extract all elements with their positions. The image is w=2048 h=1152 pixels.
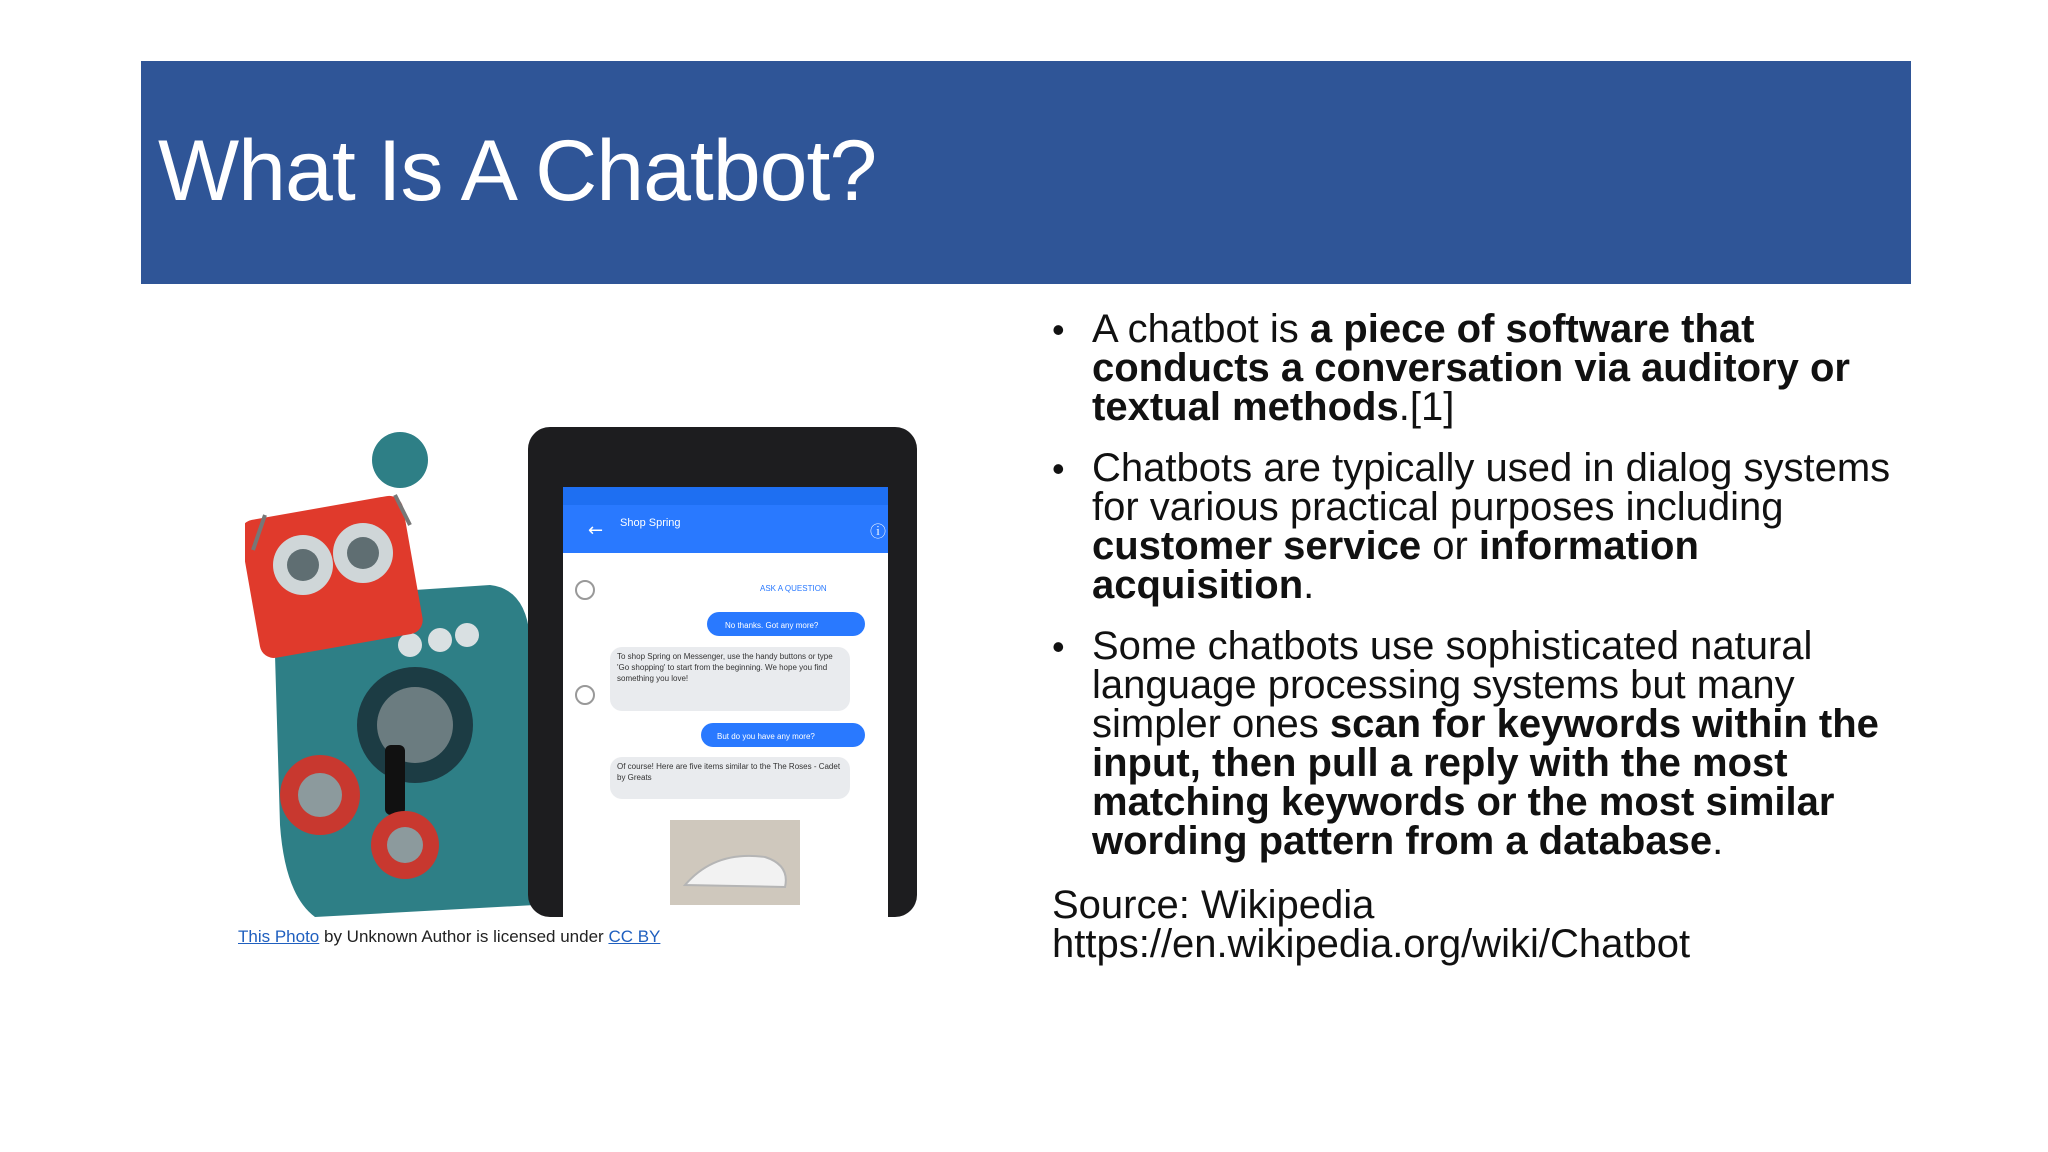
message-incoming-body	[617, 761, 845, 797]
info-icon: ⓘ	[870, 522, 887, 541]
bullet-text: .	[1712, 819, 1724, 863]
bullet-text: or	[1421, 524, 1479, 568]
bullet-text: .[1]	[1398, 385, 1455, 429]
photo-credit	[238, 927, 660, 947]
robot-rivet	[455, 623, 479, 647]
message-outgoing-text: But do you have any more?	[717, 732, 815, 741]
message-incoming-text: To shop Spring on Messenger, use the handy buttons or type 'Go shopping' to start from the beginning. We hope you find something you love!	[617, 652, 833, 683]
source-url: https://en.wikipedia.org/wiki/Chatbot	[1052, 922, 1691, 966]
message-incoming-text: Of course! Here are five items similar to the The Roses - Cadet by Greats	[617, 762, 841, 782]
bullet-dot-icon: •	[1052, 309, 1065, 350]
slide-title: What Is A Chatbot?	[158, 123, 877, 219]
robot-rivet	[428, 628, 452, 652]
title-banner	[141, 61, 1911, 284]
bullet-item	[1052, 446, 1912, 607]
bullet-dot-icon: •	[1052, 626, 1065, 667]
robot-pupil	[287, 549, 319, 581]
back-arrow-icon: ←	[588, 520, 604, 541]
bullet-dot-icon: •	[1052, 448, 1065, 489]
robot-slot	[385, 745, 405, 815]
phone-status-bar	[563, 487, 888, 505]
credit-text: by Unknown Author is licensed under	[319, 927, 609, 946]
robot-rivet	[398, 633, 422, 657]
bullet-bold-text: a piece of software that conducts a conversation via auditory or textual methods	[1092, 307, 1850, 429]
bullet-bold-text: customer service	[1092, 524, 1422, 568]
bullet-list	[1052, 307, 1912, 883]
robot-phone-illustration	[245, 425, 917, 917]
robot-neck	[372, 432, 428, 488]
message-outgoing-text: No thanks. Got any more?	[725, 621, 819, 630]
bullet-bold-text: scan for keywords within the input, then pull a reply with the most matching keywords or the most similar wording pattern from a database	[1092, 702, 1879, 863]
robot-pupil	[347, 537, 379, 569]
bullet-text: Some chatbots use sophisticated natural language processing systems but many simpler ones	[1092, 624, 1813, 746]
bullet-item	[1052, 307, 1912, 429]
phone-header-title: Shop Spring	[620, 517, 681, 529]
bullet-text: A chatbot is	[1092, 307, 1310, 351]
photo-link[interactable]: This Photo	[238, 927, 320, 946]
license-link[interactable]: CC BY	[608, 927, 661, 946]
robot-joint	[298, 773, 342, 817]
chatbot-robot-phone-image	[245, 425, 917, 917]
bullet-text: .	[1303, 563, 1315, 607]
bullet-item	[1052, 624, 1912, 863]
robot-head	[245, 494, 425, 661]
ask-question-label: ASK A QUESTION	[760, 584, 827, 593]
robot-joint	[387, 827, 423, 863]
bullet-bold-text: information acquisition	[1092, 524, 1699, 607]
bullet-text: Chatbots are typically used in dialog systems for various practical purposes including	[1092, 446, 1891, 529]
source-citation	[1052, 883, 1912, 966]
phone-app-header	[563, 505, 888, 553]
source-label: Source: Wikipedia	[1052, 883, 1375, 927]
message-incoming-body	[617, 651, 845, 709]
